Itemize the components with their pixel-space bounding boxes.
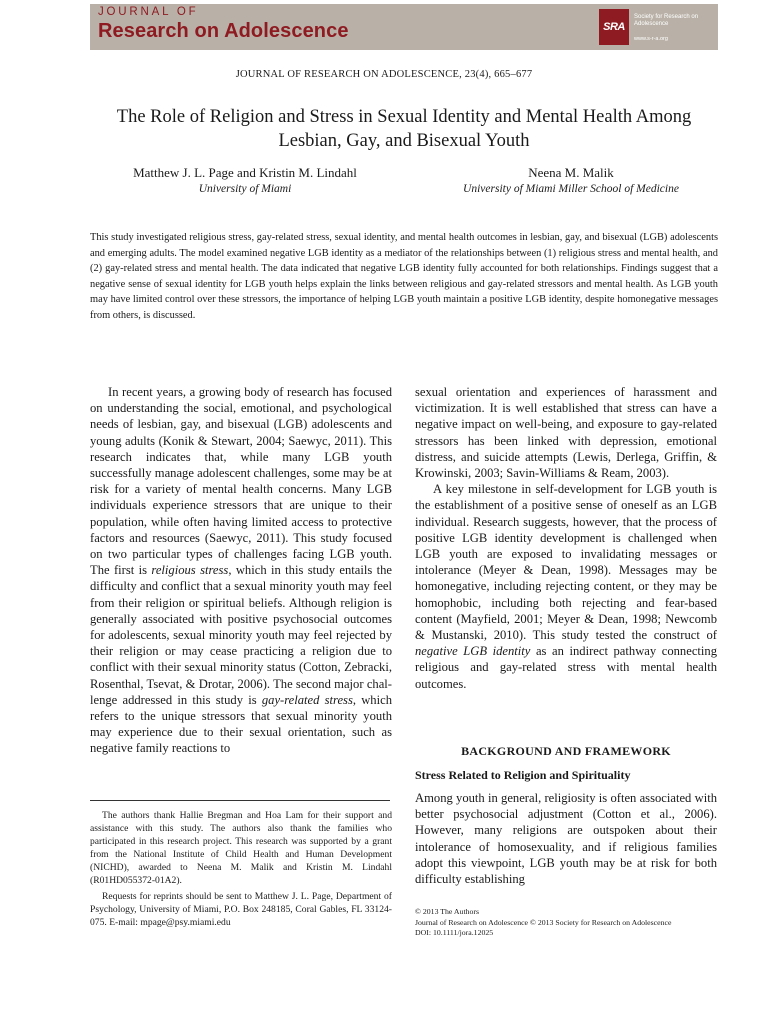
- footnote-rule: [90, 800, 390, 801]
- body-right-column-continued: [415, 790, 717, 887]
- emphasis: religious stress: [151, 563, 229, 578]
- author-name: Matthew J. L. Page and Kristin M. Lindahl: [133, 165, 357, 180]
- body-right-column: [415, 384, 717, 692]
- body-left-column: [90, 384, 392, 757]
- copyright-line: © 2013 The Authors: [415, 907, 480, 916]
- footnote: Requests for reprints should be sent to Matthew J. L. Page, Department of Psychology, University of Miami, P.O. Box 248185, Coral Gables, FL 33124-075. E-mail: mpage@psy.miami.edu: [90, 890, 392, 928]
- paragraph: sexual orientation and experiences of harassment and victimization. It is well established that stress can have a negative impact on well-being, and exposure to gay-related stressors has been linked with depression, emotional distress, and suicide attempts (Lewis, Derlega, Griffin, & Krowinski, 2003; Savin-Williams & Ream, 2003).: [415, 385, 717, 481]
- author-affiliation: University of Miami: [198, 183, 292, 195]
- journal-prefix: JOURNAL OF: [98, 6, 199, 18]
- text-run: , which refers to the unique stressors that sexual minority youth may experience due to their sexual orientation, such as negative family reactions to: [90, 692, 392, 756]
- journal-banner: [90, 4, 718, 50]
- society-url: www.s-r-a.org: [634, 36, 668, 42]
- copyright-block: [415, 907, 717, 939]
- doi: DOI: 10.1111/jora.12025: [415, 928, 494, 937]
- text-run: , which in this study entails the difficulty and conflict that a sexual minority youth may feel from their religion or spiritual beliefs. Although religion is generally associated with positive psychosocial outcomes for adolescents, sexual minority youth may feel rejected by their religion or may cease practicing a religion due to conflict with their sexual minority status (Cotton, Zebracki, Rosenthal, Tsevat, & Drotar, 2006). The second major challenge addressed in this study is: [90, 563, 393, 707]
- subsection-heading: Stress Related to Religion and Spirituality: [415, 768, 631, 782]
- copyright-line: Journal of Research on Adolescence © 2013 Society for Research on Adolescence: [415, 917, 672, 927]
- society-name: Society for Research on Adolescence: [634, 14, 699, 27]
- paragraph: [90, 384, 392, 757]
- author-name: Neena M. Malik: [528, 165, 614, 180]
- footnotes: [90, 809, 392, 931]
- text-run: as an indirect pathway connecting religious and gay-related stress with mental health outcomes.: [415, 644, 718, 691]
- paragraph: Among youth in general, religiosity is often associated with better psychosocial adjustment (Cotton et al., 2006). However, many religions are outspoken about their intolerance of homosexuality, and if religious families adopt this viewpoint, LGB youth may be at risk for both difficulty establishing: [415, 791, 717, 887]
- running-head: JOURNAL OF RESEARCH ON ADOLESCENCE, 23(4), 665–677: [235, 69, 533, 80]
- emphasis: gay-related stress: [261, 692, 353, 707]
- text-run: A key milestone in self-development for LGB youth is the establishment of a positive sense of oneself as an LGB individual. Research suggests, however, that the process of positive LGB identity development is challenged when LGB youth are exposed to invalidating messages or intolerance (Meyer & Dean, 1998). Messages may be homonegative, including rejecting content, or they may be homophobic, including both rejecting and fear-based content (Mayfield, 2001; Meyer & Dean, 1998; Newcomb & Mustanski, 2010). This study tested the construct of: [415, 482, 717, 643]
- author-affiliation: University of Miami Miller School of Medicine: [463, 183, 679, 195]
- text-run: In recent years, a growing body of research has focused on understanding the social, emotional, and psychological needs of lesbian, gay, and bisexual (LGB) adolescents and young adults (Konik & Stewart, 2004; Saewyc, 2011). This research indicates that, while many LGB youth successfully manage adolescent challenges, some may be at risk for a variety of mental health concerns. Many LGB individuals experience stressors that are unique to their population, while often having limited access to protective factors and resources (Saewyc, 2011). This study focused on two particular types of challenges facing LGB youth. The first is: [90, 385, 392, 578]
- abstract: This study investigated religious stress, gay-related stress, sexual identity, and mental health outcomes in lesbian, gay, and bisexual (LGB) adolescents and emerging adults. The model examined negative LGB identity as a mediator of the relationships between (1) religious stress and mental health, and (2) gay-related stress and mental health. The data indicated that negative LGB identity fully accounted for both relationships. Findings suggest that a negative sense of sexual identity for LGB youth helps explain the links between religious and gay-related stressors and mental health. As LGB youth may have limited control over these stressors, the importance of helping LGB youth maintain a positive LGB identity, despite homonegative messages from others, is discussed.: [90, 232, 718, 321]
- article-title: The Role of Religion and Stress in Sexual Identity and Mental Health Among Lesbian, Gay, and Bisexual Youth: [116, 107, 692, 151]
- journal-name: Research on Adolescence: [98, 20, 349, 42]
- author-group-2: [416, 164, 726, 197]
- section-heading: BACKGROUND AND FRAMEWORK: [461, 744, 671, 758]
- paragraph: [415, 481, 717, 692]
- sra-logo-icon: SRA: [599, 9, 629, 45]
- footnote: The authors thank Hallie Bregman and Hoa Lam for their support and assistance with this study. The authors also thank the families who participated in this research project. This research was supported by a grant from the National Institute of Child Health and Human Development (NICHD), awarded to Neena M. Malik and Kristin M. Lindahl (R01HD055372-01A2).: [90, 810, 392, 887]
- emphasis: negative LGB identity: [415, 644, 531, 659]
- author-group-1: [100, 164, 390, 197]
